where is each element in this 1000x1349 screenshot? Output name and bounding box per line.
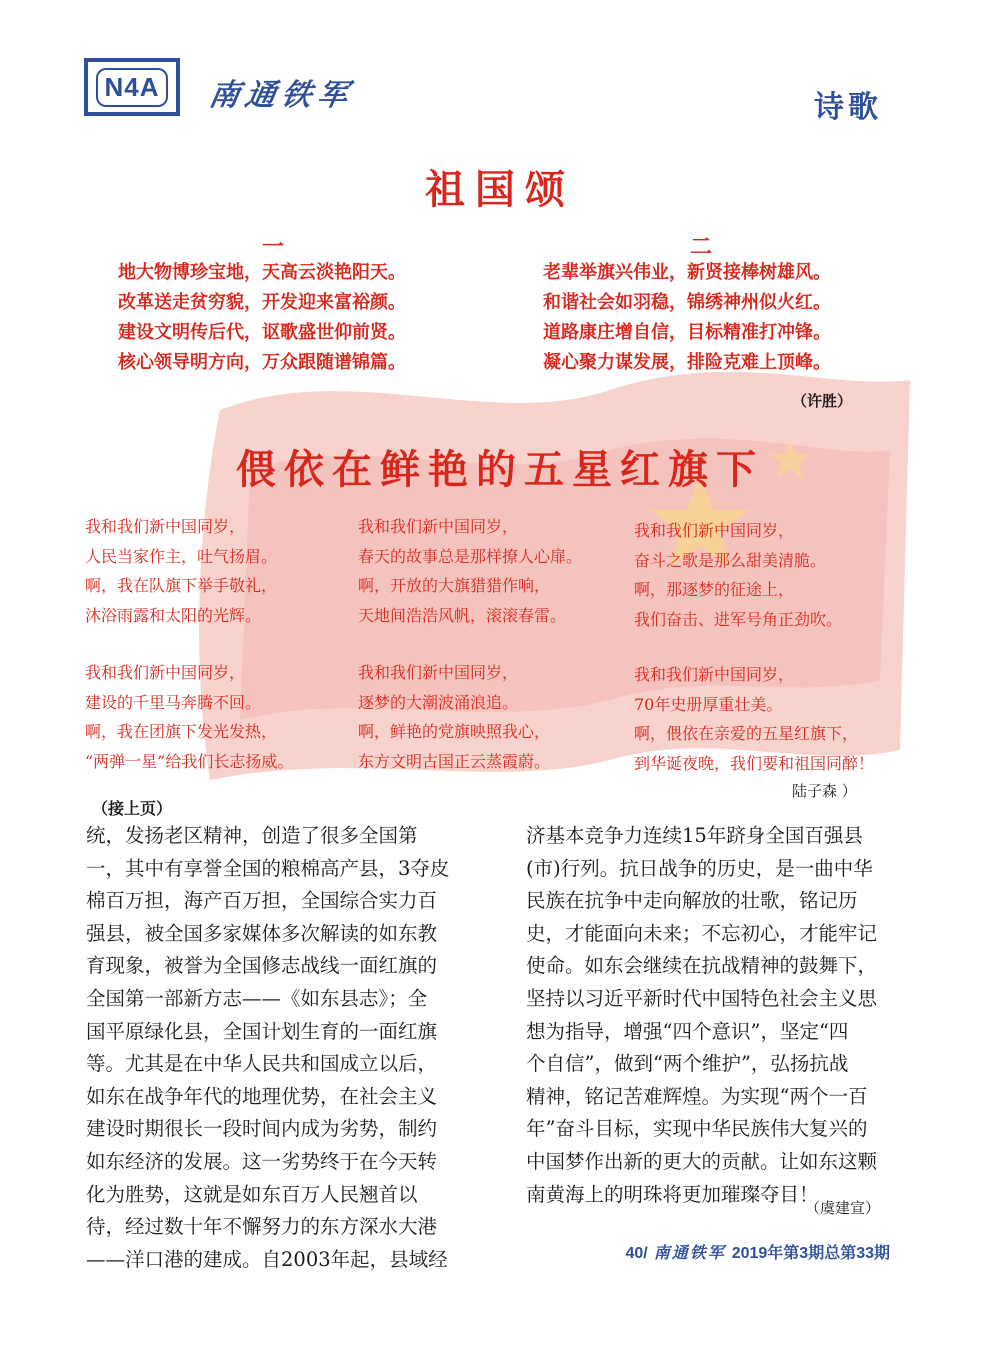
poem-line: 天地间浩浩风帆，滚滚春雷。 — [358, 605, 567, 625]
page-header — [0, 0, 1000, 130]
article-line: 民族在抗争中走向解放的壮歌，铭记历 — [526, 889, 858, 913]
article-line: 统，发扬老区精神，创造了很多全国第 — [86, 824, 418, 847]
poem-line: 我和我们新中国同岁， — [358, 663, 519, 682]
poem-line: 和谐社会如羽稳，锦绣神州似火红。 — [543, 292, 831, 313]
poem-line: 建设的千里马奔腾不回。 — [85, 692, 262, 712]
poem-line: 我和我们新中国同岁， — [358, 517, 519, 536]
article-line: 个自信”，做到“两个维护”，弘扬抗战 — [526, 1052, 849, 1076]
poem-line: 我和我们新中国同岁， — [634, 665, 795, 684]
article-line: 育现象，被誉为全国修志战线一面红旗的 — [86, 954, 438, 978]
poem-line: 到华诞夜晚，我们要和祖国同醉！ — [634, 753, 875, 773]
poem2-author: 陆子森 ） — [792, 782, 857, 800]
poem-line: 老辈举旗兴伟业，新贤接棒树雄风。 — [543, 262, 831, 283]
poem1-part1-number: 一 — [262, 234, 285, 260]
poem1-title: 祖国颂 — [425, 166, 575, 213]
poem-line: 奋斗之歌是那么甜美清脆。 — [634, 550, 827, 570]
article-line: 中国梦作出新的更大的贡献。让如东这颗 — [526, 1149, 878, 1173]
article-line: 年”奋斗目标，实现中华民族伟大复兴的 — [526, 1117, 868, 1141]
poem2-stanza — [85, 658, 293, 776]
poem-line: 啊，我在团旗下发光发热， — [85, 722, 278, 741]
article-line: 一，其中有享誉全国的粮棉高产县，3夺皮 — [86, 856, 450, 880]
article-line: 待，经过数十年不懈努力的东方深水大港 — [86, 1215, 438, 1239]
poem2-title: 偎依在鲜艳的五星红旗下 — [236, 446, 764, 493]
article-line: ——洋口港的建成。自2003年起，县域经 — [86, 1247, 448, 1271]
article-line: 建设时期很长一段时间内成为劣势，制约 — [86, 1117, 438, 1141]
poem-line: 逐梦的大潮波涌浪追。 — [358, 692, 519, 712]
article-line: 南黄海上的明珠将更加璀璨夺目！ — [526, 1182, 819, 1206]
poem2-stanza — [85, 512, 277, 630]
poem-line: 啊，那逐梦的征途上， — [634, 580, 795, 599]
poem-line: 地大物博珍宝地，天高云淡艳阳天。 — [118, 262, 406, 283]
article-line: 棉百万担，海产百万担，全国综合实力百 — [86, 889, 438, 913]
article-line: 强县，被全国多家媒体多次解读的如东教 — [86, 921, 438, 945]
article-right-column — [526, 820, 877, 1211]
poem-line: 我和我们新中国同岁， — [634, 521, 795, 540]
poem-line: 我和我们新中国同岁， — [85, 517, 246, 536]
section-label: 诗歌 — [814, 90, 882, 125]
poem-line: 道路康庄增自信，目标精准打冲锋。 — [543, 322, 831, 343]
article-line: 国平原绿化县，全国计划生育的一面红旗 — [86, 1019, 438, 1043]
article-line: 想为指导，增强“四个意识”，坚定“四 — [526, 1019, 849, 1043]
article-line: 等。尤其是在中华人民共和国成立以后， — [86, 1052, 438, 1076]
poem-line: 建设文明传后代，讴歌盛世仰前贤。 — [118, 322, 406, 343]
poem2-stanza — [358, 512, 582, 630]
poem-line: 凝心聚力谋发展，排险克难上顶峰。 — [543, 352, 831, 373]
article-line: 精神，铭记苦难辉煌。为实现“两个一百 — [526, 1084, 868, 1108]
poem-line: 人民当家作主，吐气扬眉。 — [85, 546, 278, 566]
poem2-stanza — [634, 660, 874, 778]
n4a-logo — [84, 58, 180, 116]
poem1-author: （许胜） — [791, 392, 852, 410]
poem-line: 核心领导明方向，万众跟随谱锦篇。 — [118, 352, 406, 373]
article-left-column — [86, 820, 449, 1276]
issue-info: 2019年第3期总第33期 — [731, 1245, 890, 1262]
page-footer — [625, 1240, 890, 1263]
article-line: 坚持以习近平新时代中国特色社会主义思 — [526, 986, 878, 1010]
poem-line: 啊，偎依在亲爱的五星红旗下， — [634, 724, 859, 743]
article-line: 如东经济的发展。这一劣势终于在今天转 — [86, 1149, 438, 1173]
poem-line: 我们奋击、进军号角正劲吹。 — [634, 609, 843, 629]
article-author: （虞建宣） — [804, 1199, 880, 1217]
poem-line: 我和我们新中国同岁， — [85, 663, 246, 682]
article-line: 化为胜势，这就是如东百万人民翘首以 — [86, 1182, 418, 1206]
poem-line: 啊，开放的大旗猎猎作响， — [358, 576, 551, 595]
poem-line: 啊，我在队旗下举手敬礼， — [85, 576, 278, 595]
footer-magazine-name: 南通铁军 — [653, 1243, 726, 1262]
poem-line: “两弹一星”给我们长志扬威。 — [85, 751, 294, 771]
article-line: 如东在战争年代的地理优势，在社会主义 — [86, 1084, 438, 1108]
article-line: 使命。如东会继续在抗战精神的鼓舞下， — [526, 954, 878, 978]
poem2-stanza — [634, 516, 842, 634]
magazine-name: 南通铁军 — [206, 78, 357, 113]
article-line: (市)行列。抗日战争的历史，是一曲中华 — [526, 856, 873, 880]
poem-line: 春天的故事总是那样撩人心扉。 — [358, 546, 583, 566]
poem1-part2 — [543, 258, 831, 378]
poem-line: 改革送走贫穷貌，开发迎来富裕颜。 — [118, 292, 406, 313]
poem1-part2-number: 二 — [690, 234, 713, 260]
poem2-stanza — [358, 658, 550, 776]
article-line: 济基本竞争力连续15年跻身全国百强县 — [526, 824, 863, 847]
poem-line: 70年史册厚重壮美。 — [634, 694, 783, 714]
article-line: 史，才能面向未来；不忘初心，才能牢记 — [526, 921, 878, 945]
logo-text: N4A — [96, 68, 167, 107]
poem1-part1 — [118, 258, 406, 378]
poem-line: 啊，鲜艳的党旗映照我心， — [358, 722, 551, 741]
continued-label: （接上页） — [92, 799, 173, 818]
article-line: 全国第一部新方志——《如东县志》；全 — [86, 986, 428, 1010]
poem-line: 东方文明古国正云蒸霞蔚。 — [358, 751, 551, 771]
page-number: 40/ — [625, 1245, 648, 1262]
poem-line: 沐浴雨露和太阳的光辉。 — [85, 605, 262, 625]
